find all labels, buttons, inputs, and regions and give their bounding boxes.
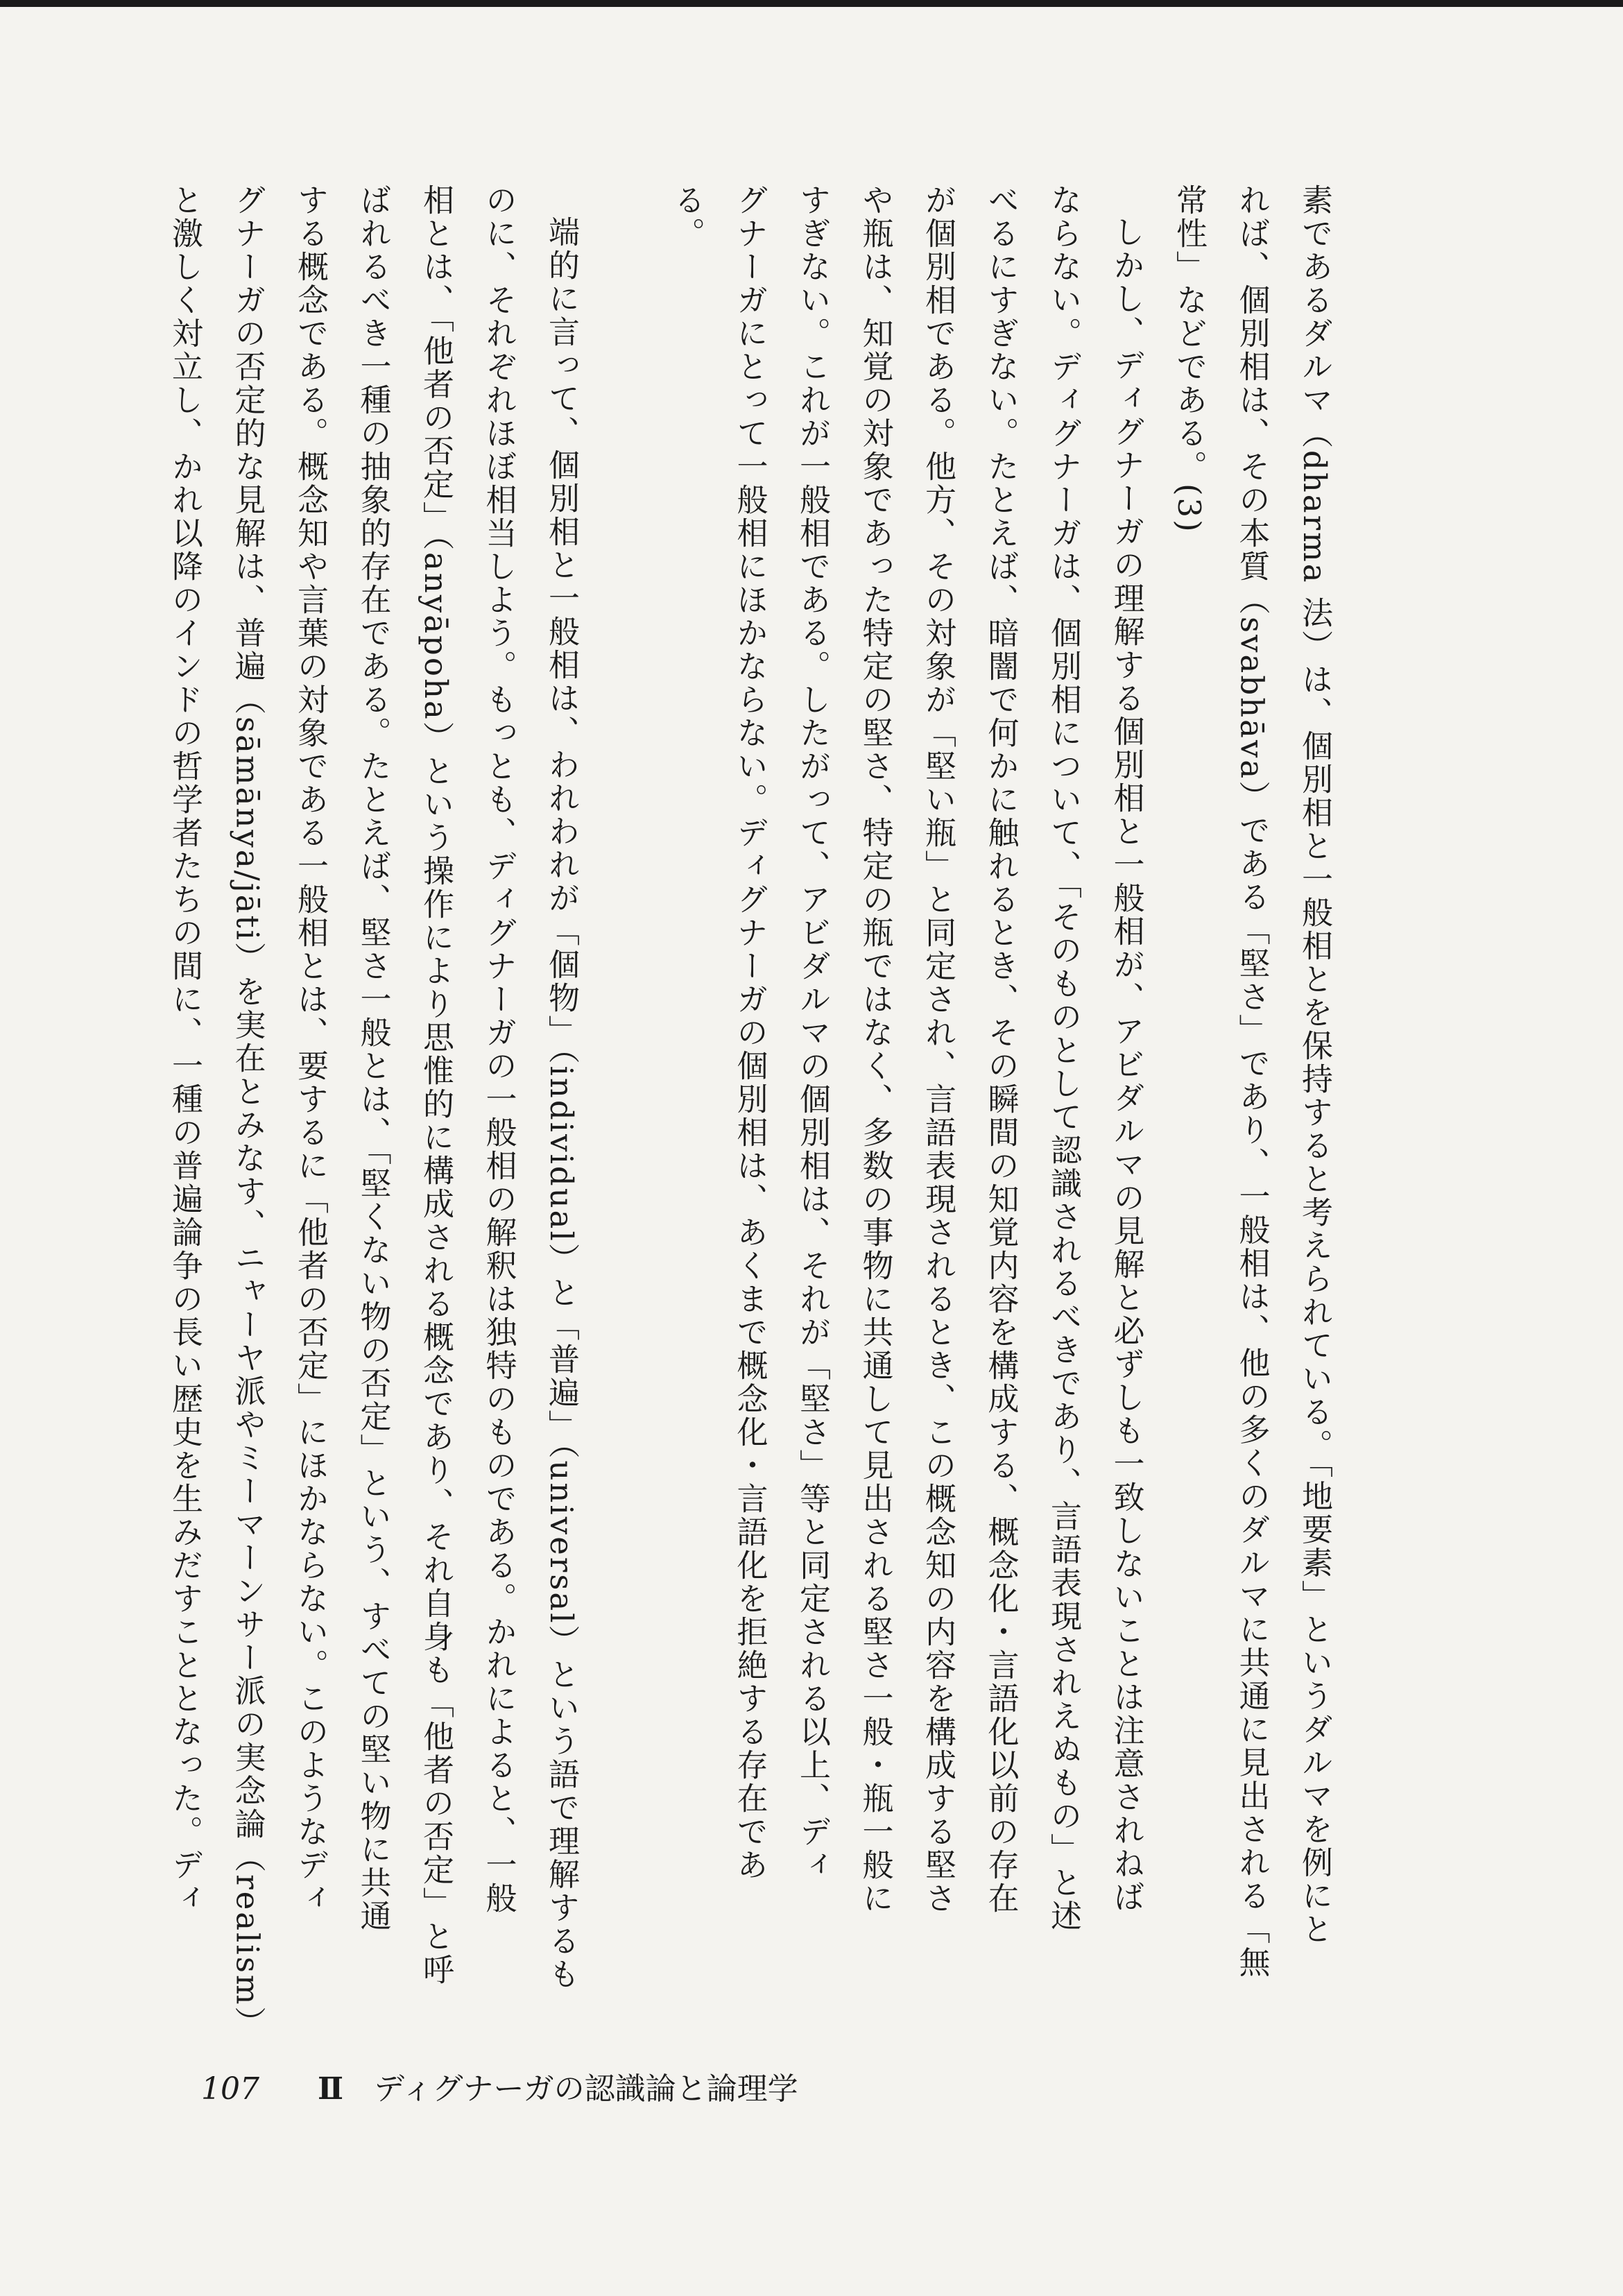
text-line: ならない。ディグナーガは、個別相について、「そのものとして認識されるべきであり、言語表現されえぬもの」と述: [1045, 184, 1082, 1933]
text-line: 相とは、「他者の否定」（anyāpoha）という操作により思惟的に構成される概念であり、それ自身も「他者の否定」と呼: [418, 184, 454, 1987]
page-number: 107: [201, 2071, 259, 2107]
body-text: [166, 184, 1346, 2040]
section-number: Ⅱ: [317, 2071, 344, 2107]
text-line: グナーガの否定的な見解は、普遍（sāmānya/jāti）を実在とみなす、ニャーヤ派やミーマーンサー派の実念論（realism）: [229, 184, 266, 2040]
text-line: が個別相である。他方、その対象が「堅い瓶」と同定され、言語表現されるとき、この概念知の内容を構成する堅さ: [920, 184, 956, 1915]
top-border-rule: [0, 0, 1623, 7]
text-line: や瓶は、知覚の対象であった特定の堅さ、特定の瓶ではなく、多数の事物に共通して見出される堅さ一般・瓶一般に: [857, 184, 894, 1915]
text-line: 常性」などである。(3): [1171, 184, 1208, 534]
text-line: すぎない。これが一般相である。したがって、アビダルマの個別相は、それが「堅さ」等と同定される以上、ディ: [794, 184, 831, 1882]
running-title: ディグナーガの認識論と論理学: [374, 2071, 798, 2107]
text-line: グナーガにとって一般相にほかならない。ディグナーガの個別相は、あくまで概念化・言語化を拒絶する存在であ: [731, 184, 768, 1882]
text-line: べるにすぎない。たとえば、暗闇で何かに触れるとき、その瞬間の知覚内容を構成する、概念化・言語化以前の存在: [982, 184, 1020, 1915]
text-line: と激しく対立し、かれ以降のインドの哲学者たちの間に、一種の普遍論争の長い歴史を生みだすこととなった。ディ: [166, 184, 203, 1915]
paragraph-spacer: [592, 184, 655, 1967]
text-line: 端的に言って、個別相と一般相は、われわれが「個物」（individual）と「普遍」（universal）という語で理解するも: [543, 216, 580, 1991]
page-footer: [201, 2064, 798, 2108]
text-line: ばれるべき一種の抽象的存在である。たとえば、堅さ一般とは、「堅くない物の否定」という、すべての堅い物に共通: [354, 184, 392, 1933]
text-line: のに、それぞれほぼ相当しよう。もっとも、ディグナーガの一般相の解釈は独特のものである。かれによると、一般: [480, 184, 517, 1915]
text-line: れば、個別相は、その本質（svabhāva）である「堅さ」であり、一般相は、他の多くのダルマに共通に見出される「無: [1233, 184, 1271, 1980]
text-line: しかし、ディグナーガの理解する個別相と一般相が、アビダルマの見解と必ずしも一致しないことは注意されねば: [1108, 216, 1145, 1914]
text-line: する概念である。概念知や言葉の対象である一般相とは、要するに「他者の否定」にほかならない。このようなディ: [292, 184, 329, 1915]
text-line: 素であるダルマ（dharma 法）は、個別相と一般相とを保持すると考えられている。「地要素」というダルマを例にと: [1296, 184, 1333, 1946]
text-line: る。: [669, 184, 705, 250]
